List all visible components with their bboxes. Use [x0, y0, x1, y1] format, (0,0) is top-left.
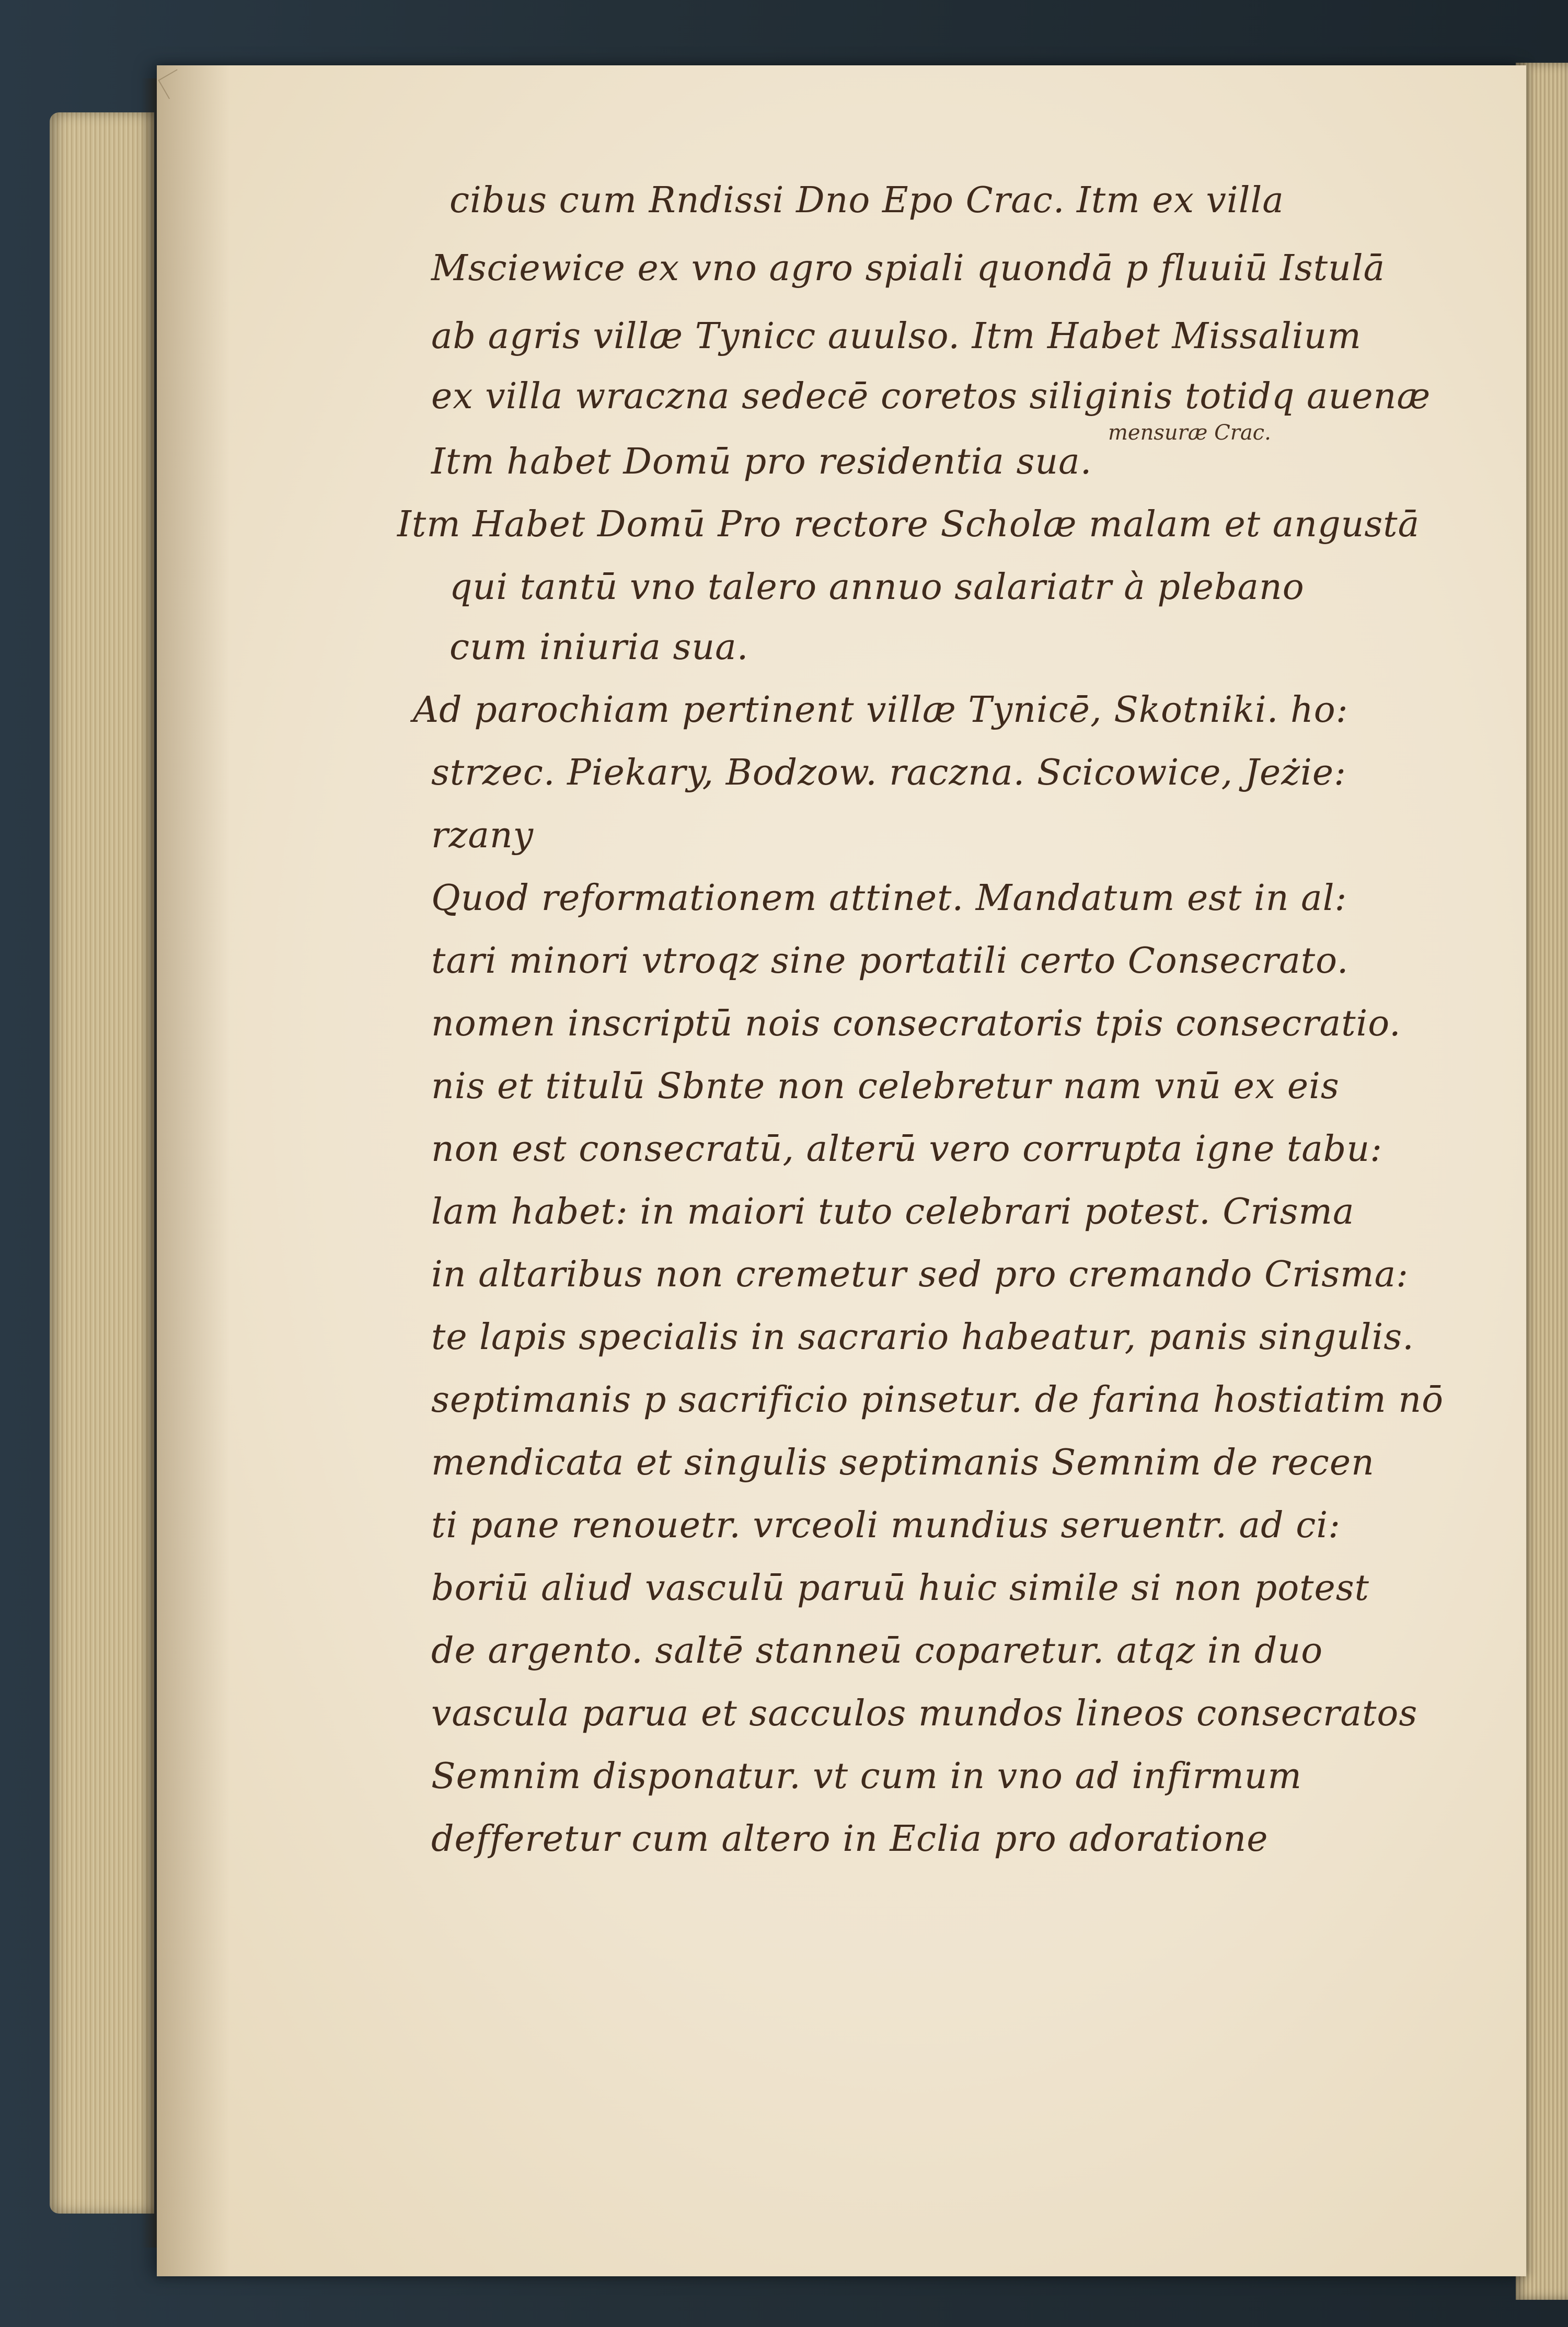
- text-line: vascula parua et sacculos mundos lineos consecratos: [431, 1693, 1418, 1734]
- text-line: in altaribus non cremetur sed pro cremando Crisma:: [431, 1254, 1409, 1295]
- text-line: Quod reformationem attinet. Mandatum est in al:: [431, 878, 1347, 919]
- text-line: mendicata et singulis septimanis Semnim de recen: [431, 1442, 1375, 1483]
- manuscript-page: [157, 65, 1526, 2276]
- text-line: de argento. saltē stanneū coparetur. atqz in duo: [431, 1630, 1323, 1672]
- text-line: Msciewice ex vno agro spiali quondā p fluuiū Istulā: [431, 248, 1386, 289]
- text-line: Itm Habet Domū Pro rectore Scholæ malam et angustā: [397, 504, 1420, 545]
- text-line: rzany: [431, 815, 534, 856]
- text-line: cibus cum Rndissi Dno Epo Crac. Itm ex villa: [449, 180, 1284, 221]
- text-line: boriū aliud vasculū paruū huic simile si non potest: [431, 1568, 1369, 1609]
- text-line: nis et titulū Sbnte non celebretur nam vnū ex eis: [431, 1066, 1340, 1107]
- text-line: ex villa wraczna sedecē coretos siliginis totidq auenæ: [431, 376, 1431, 417]
- text-line: lam habet: in maiori tuto celebrari potest. Crisma: [431, 1191, 1355, 1232]
- text-line: Semnim disponatur. vt cum in vno ad infirmum: [431, 1756, 1302, 1797]
- text-line: te lapis specialis in sacrario habeatur, panis singulis.: [431, 1317, 1414, 1358]
- text-line: strzec. Piekary, Bodzow. raczna. Scicowice, Jeżie:: [431, 752, 1346, 793]
- text-line: Ad parochiam pertinent villæ Tynicē, Skotniki. ho:: [413, 689, 1348, 731]
- text-line: cum iniuria sua.: [449, 627, 749, 668]
- text-line: defferetur cum altero in Eclia pro adoratione: [431, 1818, 1269, 1860]
- text-line: ti pane renouetr. vrceoli mundius seruentr. ad ci:: [431, 1505, 1341, 1546]
- text-line: Itm habet Domū pro residentia sua.: [431, 441, 1092, 482]
- text-line: septimanis p sacrificio pinsetur. de farina hostiatim nō: [431, 1379, 1444, 1421]
- text-line: tari minori vtroqz sine portatili certo Consecrato.: [431, 940, 1349, 982]
- text-line: nomen inscriptū nois consecratoris tpis consecratio.: [431, 1003, 1401, 1044]
- text-line: non est consecratū, alterū vero corrupta igne tabu:: [431, 1128, 1383, 1170]
- marginal-note: mensuræ Crac.: [1108, 421, 1271, 445]
- left-page-stack: [50, 112, 154, 2214]
- manuscript-text: [157, 65, 1526, 2276]
- text-line: ab agris villæ Tynicc auulso. Itm Habet Missalium: [431, 316, 1362, 357]
- text-line: qui tantū vno talero annuo salariatr à plebano: [449, 567, 1305, 608]
